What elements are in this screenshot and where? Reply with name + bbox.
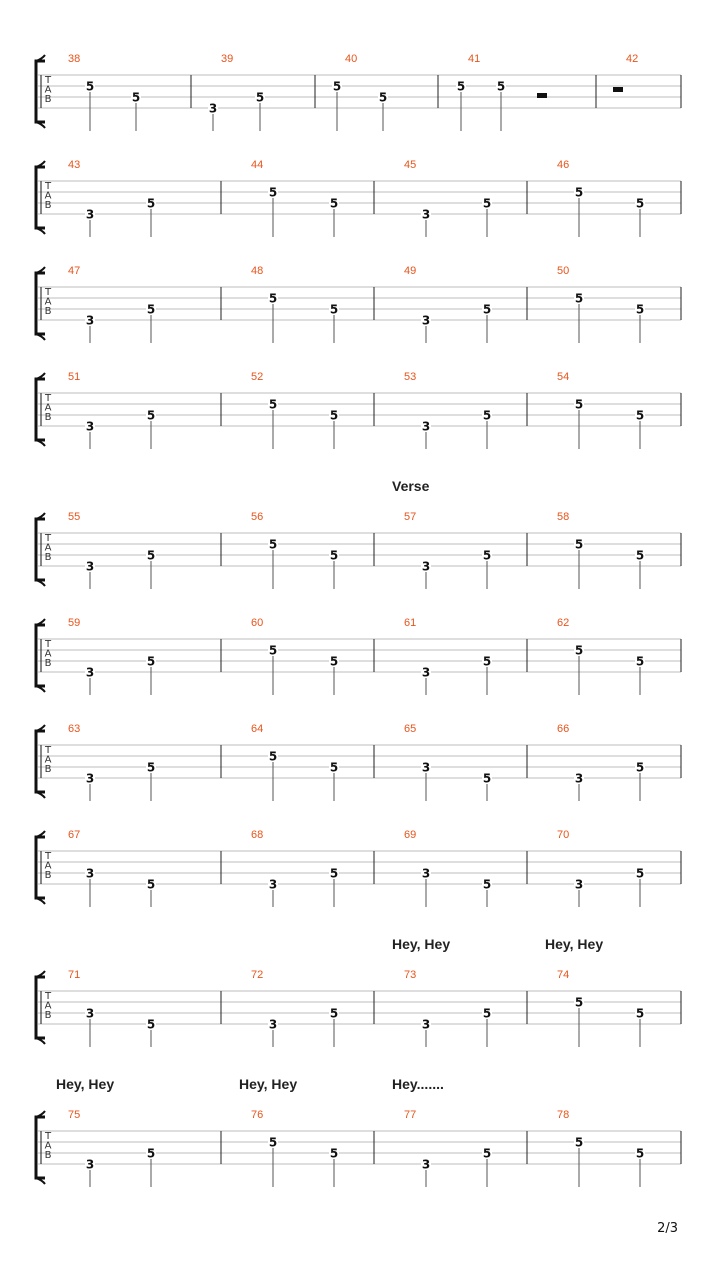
fret-number: 5	[255, 90, 265, 105]
fret-number: 5	[574, 185, 584, 200]
fret-number: 5	[482, 877, 492, 892]
fret-number: 5	[146, 760, 156, 775]
fret-number: 5	[329, 302, 339, 317]
fret-number: 5	[482, 196, 492, 211]
measure-number: 49	[404, 265, 417, 277]
measure-number: 71	[68, 969, 81, 981]
tab-system	[36, 936, 681, 1047]
tab-clef-letter: B	[44, 870, 52, 881]
measure-number: 53	[404, 371, 417, 383]
tab-clef-letter: T	[44, 533, 52, 544]
fret-number: 3	[421, 760, 431, 775]
measure-number: 62	[557, 617, 570, 629]
tab-clef-letter: B	[44, 1010, 52, 1021]
fret-number: 5	[574, 291, 584, 306]
lyric-annotation: Hey, Hey	[392, 936, 451, 952]
fret-number: 5	[146, 548, 156, 563]
measure-number: 66	[557, 723, 570, 735]
tab-clef-letter: A	[44, 1140, 52, 1152]
tab-clef-letter: T	[44, 75, 52, 86]
fret-number: 3	[208, 101, 218, 116]
fret-number: 5	[574, 537, 584, 552]
measure-number: 41	[468, 53, 481, 65]
whole-rest	[613, 87, 623, 92]
fret-number: 3	[85, 866, 95, 881]
fret-number: 5	[635, 408, 645, 423]
tab-clef-letter: A	[44, 296, 52, 308]
fret-number: 5	[574, 643, 584, 658]
tab-clef-letter: T	[44, 393, 52, 404]
lyric-annotation: Hey.......	[392, 1076, 444, 1092]
tab-system	[36, 478, 681, 589]
fret-number: 5	[329, 548, 339, 563]
lyric-annotation: Verse	[392, 478, 430, 494]
measure-number: 74	[557, 969, 570, 981]
measure-number: 65	[404, 723, 417, 735]
fret-number: 5	[329, 654, 339, 669]
fret-number: 5	[482, 654, 492, 669]
measure-number: 48	[251, 265, 264, 277]
fret-number: 5	[635, 302, 645, 317]
tab-clef-letter: B	[44, 658, 52, 669]
measure-number: 42	[626, 53, 639, 65]
fret-number: 3	[85, 207, 95, 222]
fret-number: 3	[421, 419, 431, 434]
fret-number: 3	[85, 1157, 95, 1172]
fret-number: 5	[574, 995, 584, 1010]
fret-number: 5	[635, 654, 645, 669]
fret-number: 5	[329, 408, 339, 423]
fret-number: 5	[482, 302, 492, 317]
fret-number: 5	[329, 760, 339, 775]
measure-number: 76	[251, 1109, 264, 1121]
measure-number: 40	[345, 53, 358, 65]
measure-number: 58	[557, 511, 570, 523]
fret-number: 5	[268, 185, 278, 200]
fret-number: 3	[421, 207, 431, 222]
fret-number: 5	[482, 1146, 492, 1161]
measure-number: 70	[557, 829, 570, 841]
fret-number: 5	[456, 79, 466, 94]
tab-clef-letter: A	[44, 1000, 52, 1012]
lyric-annotation: Hey, Hey	[56, 1076, 115, 1092]
tab-clef-letter: B	[44, 412, 52, 423]
fret-number: 5	[268, 397, 278, 412]
tab-clef-letter: T	[44, 639, 52, 650]
measure-number: 45	[404, 159, 417, 171]
measure-number: 77	[404, 1109, 417, 1121]
measure-number: 75	[68, 1109, 81, 1121]
tab-clef-letter: B	[44, 552, 52, 563]
measure-number: 60	[251, 617, 264, 629]
fret-number: 5	[635, 1146, 645, 1161]
fret-number: 5	[268, 537, 278, 552]
tab-clef-letter: B	[44, 1150, 52, 1161]
fret-number: 3	[85, 313, 95, 328]
measure-number: 43	[68, 159, 81, 171]
half-rest	[537, 93, 547, 98]
measure-number: 61	[404, 617, 417, 629]
fret-number: 3	[85, 771, 95, 786]
fret-number: 5	[131, 90, 141, 105]
measure-number: 52	[251, 371, 264, 383]
fret-number: 3	[85, 419, 95, 434]
tab-clef-letter: A	[44, 648, 52, 660]
fret-number: 3	[268, 877, 278, 892]
tab-clef-letter: B	[44, 200, 52, 211]
tab-system	[36, 829, 681, 907]
measure-number: 46	[557, 159, 570, 171]
fret-number: 5	[635, 1006, 645, 1021]
lyric-annotation: Hey, Hey	[545, 936, 604, 952]
fret-number: 5	[635, 548, 645, 563]
measure-number: 44	[251, 159, 264, 171]
fret-number: 3	[85, 559, 95, 574]
fret-number: 5	[268, 291, 278, 306]
fret-number: 5	[482, 771, 492, 786]
tab-system	[36, 617, 681, 695]
fret-number: 3	[421, 665, 431, 680]
measure-number: 68	[251, 829, 264, 841]
fret-number: 5	[635, 866, 645, 881]
tab-clef-letter: B	[44, 306, 52, 317]
fret-number: 3	[421, 559, 431, 574]
page-number: 2/3	[657, 1221, 678, 1236]
tab-clef-letter: B	[44, 94, 52, 105]
measure-number: 47	[68, 265, 81, 277]
fret-number: 3	[421, 1017, 431, 1032]
tab-system	[36, 1076, 681, 1187]
fret-number: 5	[268, 643, 278, 658]
fret-number: 3	[421, 313, 431, 328]
fret-number: 5	[329, 1146, 339, 1161]
fret-number: 5	[146, 654, 156, 669]
measure-number: 51	[68, 371, 81, 383]
tab-clef-letter: A	[44, 190, 52, 202]
tab-clef-letter: B	[44, 764, 52, 775]
fret-number: 3	[85, 665, 95, 680]
fret-number: 5	[482, 408, 492, 423]
measure-number: 50	[557, 265, 570, 277]
fret-number: 5	[329, 866, 339, 881]
fret-number: 3	[268, 1017, 278, 1032]
fret-number: 3	[85, 1006, 95, 1021]
tab-clef-letter: T	[44, 745, 52, 756]
measure-number: 73	[404, 969, 417, 981]
fret-number: 5	[268, 1135, 278, 1150]
tab-system	[36, 159, 681, 237]
fret-number: 5	[146, 302, 156, 317]
fret-number: 5	[85, 79, 95, 94]
tab-clef-letter: T	[44, 851, 52, 862]
tab-clef-letter: A	[44, 84, 52, 96]
fret-number: 3	[574, 877, 584, 892]
measure-number: 55	[68, 511, 81, 523]
lyric-annotation: Hey, Hey	[239, 1076, 298, 1092]
tab-clef-letter: T	[44, 287, 52, 298]
fret-number: 5	[146, 1146, 156, 1161]
fret-number: 5	[574, 397, 584, 412]
tab-clef-letter: T	[44, 991, 52, 1002]
measure-number: 59	[68, 617, 81, 629]
fret-number: 5	[378, 90, 388, 105]
fret-number: 5	[482, 548, 492, 563]
fret-number: 3	[421, 1157, 431, 1172]
fret-number: 5	[496, 79, 506, 94]
measure-number: 57	[404, 511, 417, 523]
measure-number: 67	[68, 829, 81, 841]
tab-system	[36, 53, 681, 131]
measure-number: 63	[68, 723, 81, 735]
measure-number: 78	[557, 1109, 570, 1121]
measure-number: 56	[251, 511, 264, 523]
tab-clef-letter: A	[44, 542, 52, 554]
fret-number: 3	[421, 866, 431, 881]
measure-number: 39	[221, 53, 234, 65]
fret-number: 5	[332, 79, 342, 94]
tab-system	[36, 265, 681, 343]
fret-number: 5	[268, 749, 278, 764]
fret-number: 3	[574, 771, 584, 786]
fret-number: 5	[329, 196, 339, 211]
measure-number: 69	[404, 829, 417, 841]
measure-number: 54	[557, 371, 570, 383]
fret-number: 5	[574, 1135, 584, 1150]
fret-number: 5	[329, 1006, 339, 1021]
tab-clef-letter: A	[44, 860, 52, 872]
fret-number: 5	[635, 760, 645, 775]
fret-number: 5	[635, 196, 645, 211]
measure-number: 64	[251, 723, 264, 735]
fret-number: 5	[146, 877, 156, 892]
fret-number: 5	[146, 1017, 156, 1032]
fret-number: 5	[482, 1006, 492, 1021]
fret-number: 5	[146, 408, 156, 423]
tab-clef-letter: A	[44, 402, 52, 414]
tab-clef-letter: A	[44, 754, 52, 766]
tab-system	[36, 723, 681, 801]
tab-clef-letter: T	[44, 1131, 52, 1142]
measure-number: 38	[68, 53, 81, 65]
measure-number: 72	[251, 969, 264, 981]
fret-number: 5	[146, 196, 156, 211]
tab-system	[36, 371, 681, 449]
tab-clef-letter: T	[44, 181, 52, 192]
